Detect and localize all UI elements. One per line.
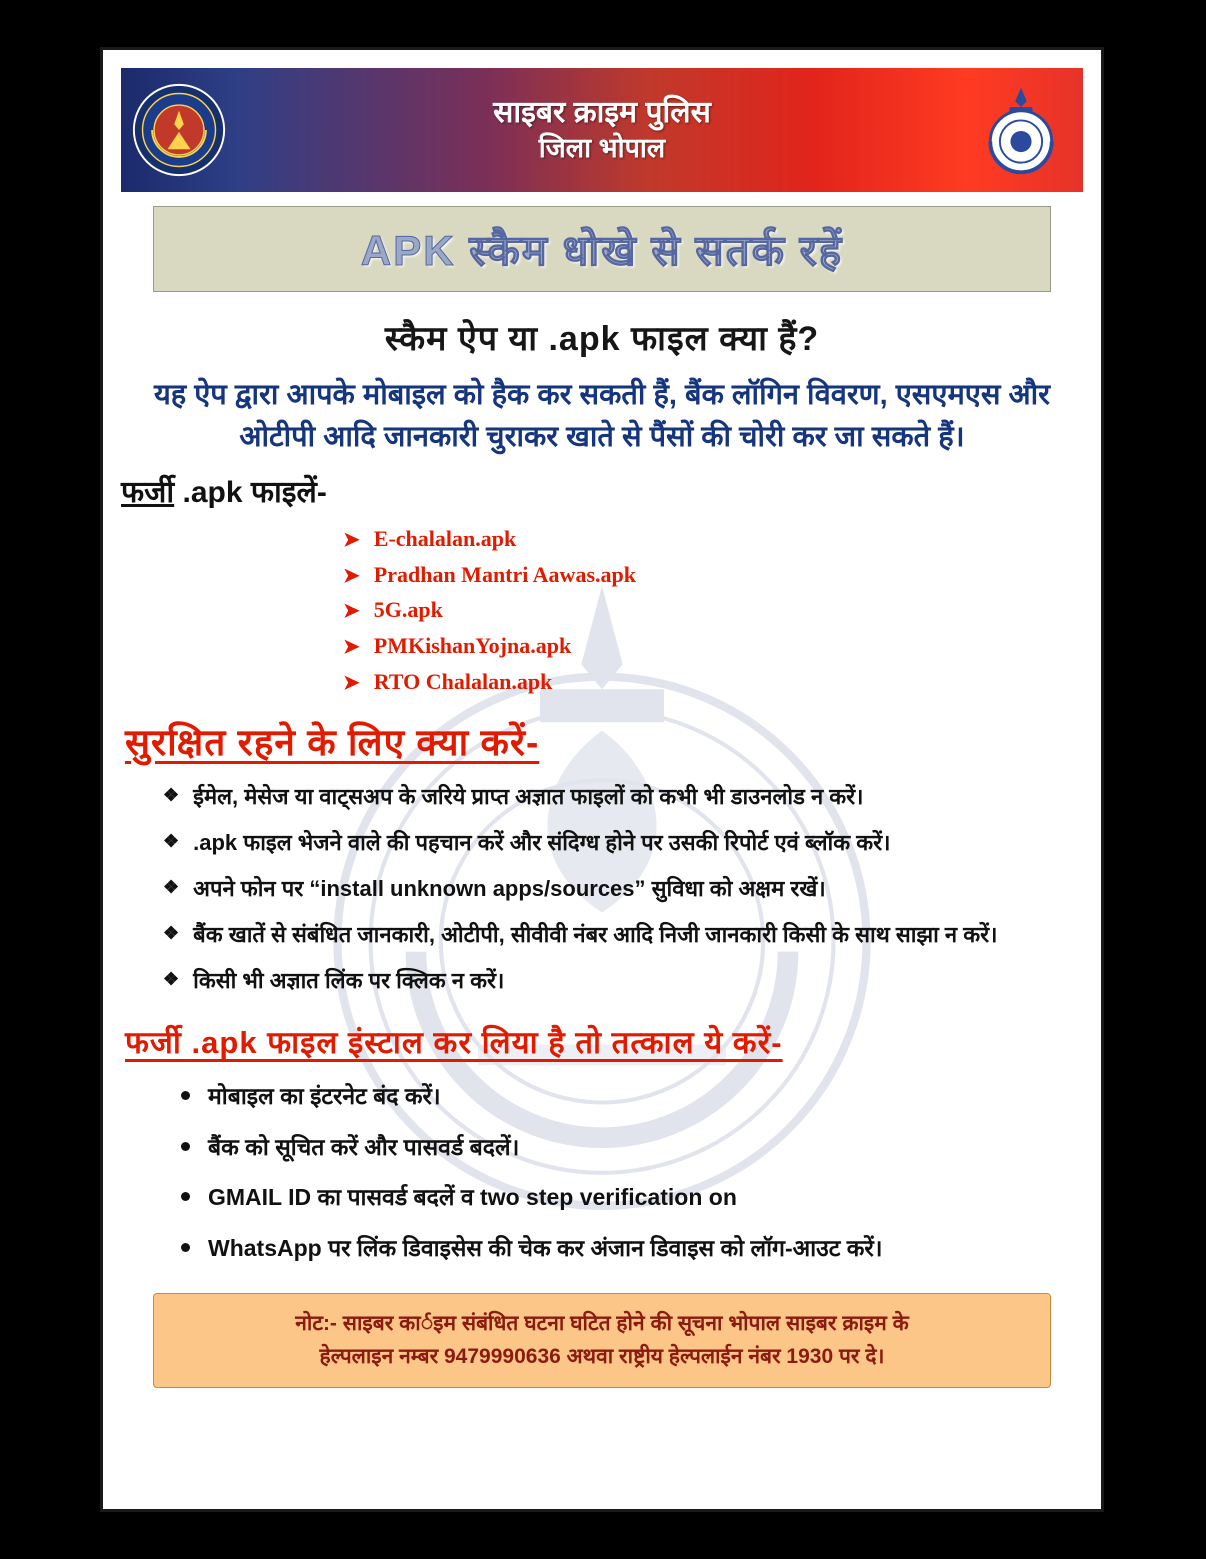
note-line-2: हेल्पलाइन नम्बर 9479990636 अथवा राष्ट्रीय हेल्पलाईन नंबर 1930 पर दे। <box>319 1344 885 1368</box>
list-item <box>163 780 1061 813</box>
list-item <box>343 628 1101 664</box>
list-item <box>181 1079 1061 1114</box>
note-line-1: नोट:- साइबर कार्इम संबंधित घटना घटित होने की सूचना भोपाल साइबर क्राइम के <box>295 1312 909 1336</box>
madhya-pradesh-police-crest-icon <box>131 82 227 178</box>
bhopal-police-emblem-icon <box>973 82 1069 178</box>
list-item <box>163 826 1061 859</box>
fake-apk-heading-rest: .apk फाइलें- <box>174 476 327 510</box>
apk-name: PMKishanYojna.apk <box>373 632 572 658</box>
list-item <box>163 918 1061 951</box>
list-item <box>343 557 1101 593</box>
arrow-right-icon: ➤ <box>343 600 360 623</box>
list-item <box>181 1231 1061 1266</box>
list-item <box>181 1130 1061 1165</box>
safety-text: किसी भी अज्ञात लिंक पर क्लिक न करें। <box>193 968 505 994</box>
list-item <box>181 1180 1061 1215</box>
list-item <box>343 521 1101 557</box>
fake-apk-heading-underlined: फर्जी <box>121 476 175 510</box>
safety-heading: सुरक्षित रहने के लिए क्या करें- <box>125 722 540 764</box>
header-title-line1: साइबर क्राइम पुलिस <box>493 96 711 130</box>
action-text: बैंक को सूचित करें और पासवर्ड बदलें। <box>208 1133 520 1160</box>
helpline-note-box <box>153 1293 1051 1388</box>
list-item <box>163 872 1061 905</box>
safety-text: .apk फाइल भेजने वाले की पहचान करें और संदिग्ध होने पर उसकी रिपोर्ट एवं ब्लॉक करें। <box>193 830 891 856</box>
action-text: मोबाइल का इंटरनेट बंद करें। <box>208 1083 441 1110</box>
intro-paragraph: यह ऐप द्वारा आपके मोबाइल को हैक कर सकती हैं, बैंक लॉगिन विवरण, एसएमएस और ओटीपी आदि जानकारी चुराकर खाते से पैंसों की चोरी कर जा सकते हैं। <box>153 379 1051 454</box>
list-item <box>343 664 1101 700</box>
fake-apk-heading <box>121 470 327 511</box>
list-item <box>343 592 1101 628</box>
arrow-right-icon: ➤ <box>343 671 360 694</box>
arrow-right-icon: ➤ <box>343 529 360 552</box>
arrow-right-icon: ➤ <box>343 564 360 587</box>
actions-list <box>181 1079 1061 1265</box>
dot-bullet-icon <box>181 1091 190 1100</box>
actions-heading: फर्जी .apk फाइल इंस्टाल कर लिया है तो तत्काल ये करें- <box>125 1025 783 1061</box>
apk-name: E-chalalan.apk <box>373 526 517 552</box>
fake-apk-list <box>343 521 1101 699</box>
header-title-line2: जिला भोपाल <box>538 132 666 163</box>
diamond-bullet-icon: ❖ <box>163 969 180 990</box>
diamond-bullet-icon: ❖ <box>163 877 180 898</box>
dot-bullet-icon <box>181 1243 190 1252</box>
diamond-bullet-icon: ❖ <box>163 831 180 852</box>
apk-name: Pradhan Mantri Aawas.apk <box>373 561 636 587</box>
diamond-bullet-icon: ❖ <box>163 785 180 806</box>
list-item <box>163 964 1061 997</box>
action-text: WhatsApp पर लिंक डिवाइसेस की चेक कर अंजान डिवाइस को लॉग-आउट करें। <box>208 1234 883 1261</box>
poster-title-text: APK स्कैम धोखे से सतर्क रहें <box>360 226 844 274</box>
poster-title-banner <box>153 206 1051 292</box>
diamond-bullet-icon: ❖ <box>163 923 180 944</box>
action-text: GMAIL ID का पासवर्ड बदलें व two step verification on <box>208 1184 737 1211</box>
safety-text: अपने फोन पर “install unknown apps/sources” सुविधा को अक्षम रखें। <box>193 876 826 902</box>
header-title <box>493 95 711 165</box>
dot-bullet-icon <box>181 1192 190 1201</box>
question-heading: स्कैम ऐप या .apk फाइल क्या हैं? <box>384 320 820 358</box>
safety-text: बैंक खातें से संबंधित जानकारी, ओटीपी, सीवीवी नंबर आदि निजी जानकारी किसी के साथ साझा न करें। <box>193 922 998 948</box>
poster-page <box>100 47 1104 1512</box>
apk-name: 5G.apk <box>373 597 443 623</box>
apk-name: RTO Chalalan.apk <box>373 668 553 694</box>
dot-bullet-icon <box>181 1142 190 1151</box>
safety-list <box>163 780 1061 997</box>
poster-header <box>121 68 1083 192</box>
safety-text: ईमेल, मेसेज या वाट्सअप के जरिये प्राप्त अज्ञात फाइलों को कभी भी डाउनलोड न करें। <box>193 784 864 810</box>
arrow-right-icon: ➤ <box>343 635 360 658</box>
